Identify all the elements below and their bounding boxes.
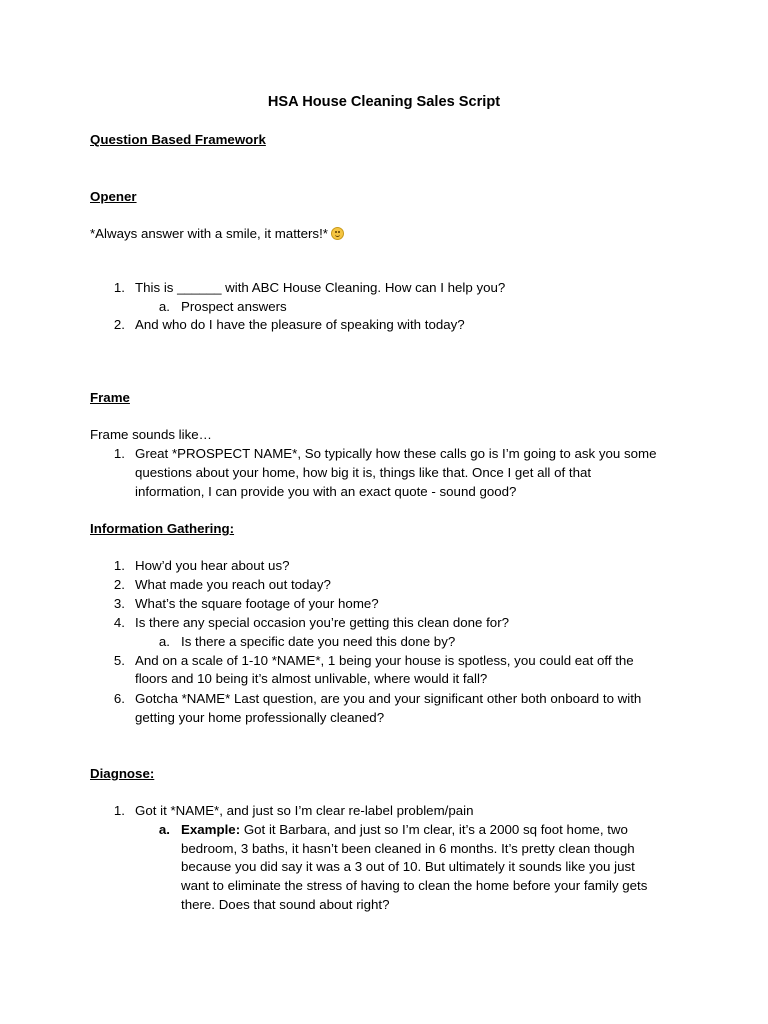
example-text: Got it Barbara, and just so I’m clear, it’s a 2000 sq foot home, two <box>240 822 628 837</box>
list-item: And who do I have the pleasure of speaking with today? <box>135 317 465 332</box>
list-item-line: questions about your home, how big it is, things like that. Once I get all of that <box>135 465 592 480</box>
list-number: 1. <box>113 803 125 818</box>
sub-list-item: Is there a specific date you need this done by? <box>181 634 456 649</box>
frame-intro: Frame sounds like… <box>90 427 212 442</box>
list-item: This is ______ with ABC House Cleaning. How can I help you? <box>135 280 506 295</box>
example-line: want to eliminate the stress of having to clean the home before your family gets <box>181 878 648 893</box>
example-line <box>181 821 628 840</box>
opener-heading: Opener <box>90 189 137 204</box>
info-heading: Information Gathering: <box>90 521 235 536</box>
page-title: HSA House Cleaning Sales Script <box>267 94 501 110</box>
list-item: Is there any special occasion you’re getting this clean done for? <box>135 615 510 630</box>
list-item-line: floors and 10 being it’s almost unlivable, where would it fall? <box>135 671 488 686</box>
list-item: What made you reach out today? <box>135 577 331 592</box>
list-number: 2. <box>113 317 125 332</box>
framework-heading: Question Based Framework <box>90 132 266 147</box>
sub-list-item: Prospect answers <box>181 299 287 314</box>
example-label: Example: <box>181 822 241 837</box>
list-item-line: information, I can provide you with an exact quote - sound good? <box>135 484 517 499</box>
diagnose-heading: Diagnose: <box>90 766 155 781</box>
list-item: Got it *NAME*, and just so I’m clear re-label problem/pain <box>135 803 474 818</box>
list-number: 1. <box>113 446 125 461</box>
opener-note-text: *Always answer with a smile, it matters!* <box>90 226 328 241</box>
list-number: 5. <box>113 653 125 668</box>
sub-list-letter: a. <box>158 634 170 649</box>
list-number: 3. <box>113 596 125 611</box>
smiley-face-icon <box>331 227 344 240</box>
list-item: Gotcha *NAME* Last question, are you and your significant other both onboard to with <box>135 691 642 706</box>
list-number: 2. <box>113 577 125 592</box>
list-number: 1. <box>113 280 125 295</box>
frame-heading: Frame <box>90 390 130 405</box>
sub-list-letter: a. <box>158 299 170 314</box>
example-line: there. Does that sound about right? <box>181 897 390 912</box>
list-item-line: getting your home professionally cleaned? <box>135 710 385 725</box>
list-item: How’d you hear about us? <box>135 558 290 573</box>
list-number: 4. <box>113 615 125 630</box>
example-line: bedroom, 3 baths, it hasn’t been cleaned in 6 months. It’s pretty clean though <box>181 841 635 856</box>
list-number: 1. <box>113 558 125 573</box>
opener-note <box>90 225 344 244</box>
list-number: 6. <box>113 691 125 706</box>
list-item: And on a scale of 1-10 *NAME*, 1 being your house is spotless, you could eat off the <box>135 653 634 668</box>
sub-list-letter: a. <box>158 822 170 837</box>
list-item-line: Great *PROSPECT NAME*, So typically how these calls go is I’m going to ask you some <box>135 446 657 461</box>
list-item: What’s the square footage of your home? <box>135 596 379 611</box>
example-line: because you did say it was a 3 out of 10. But ultimately it sounds like you just <box>181 859 635 874</box>
